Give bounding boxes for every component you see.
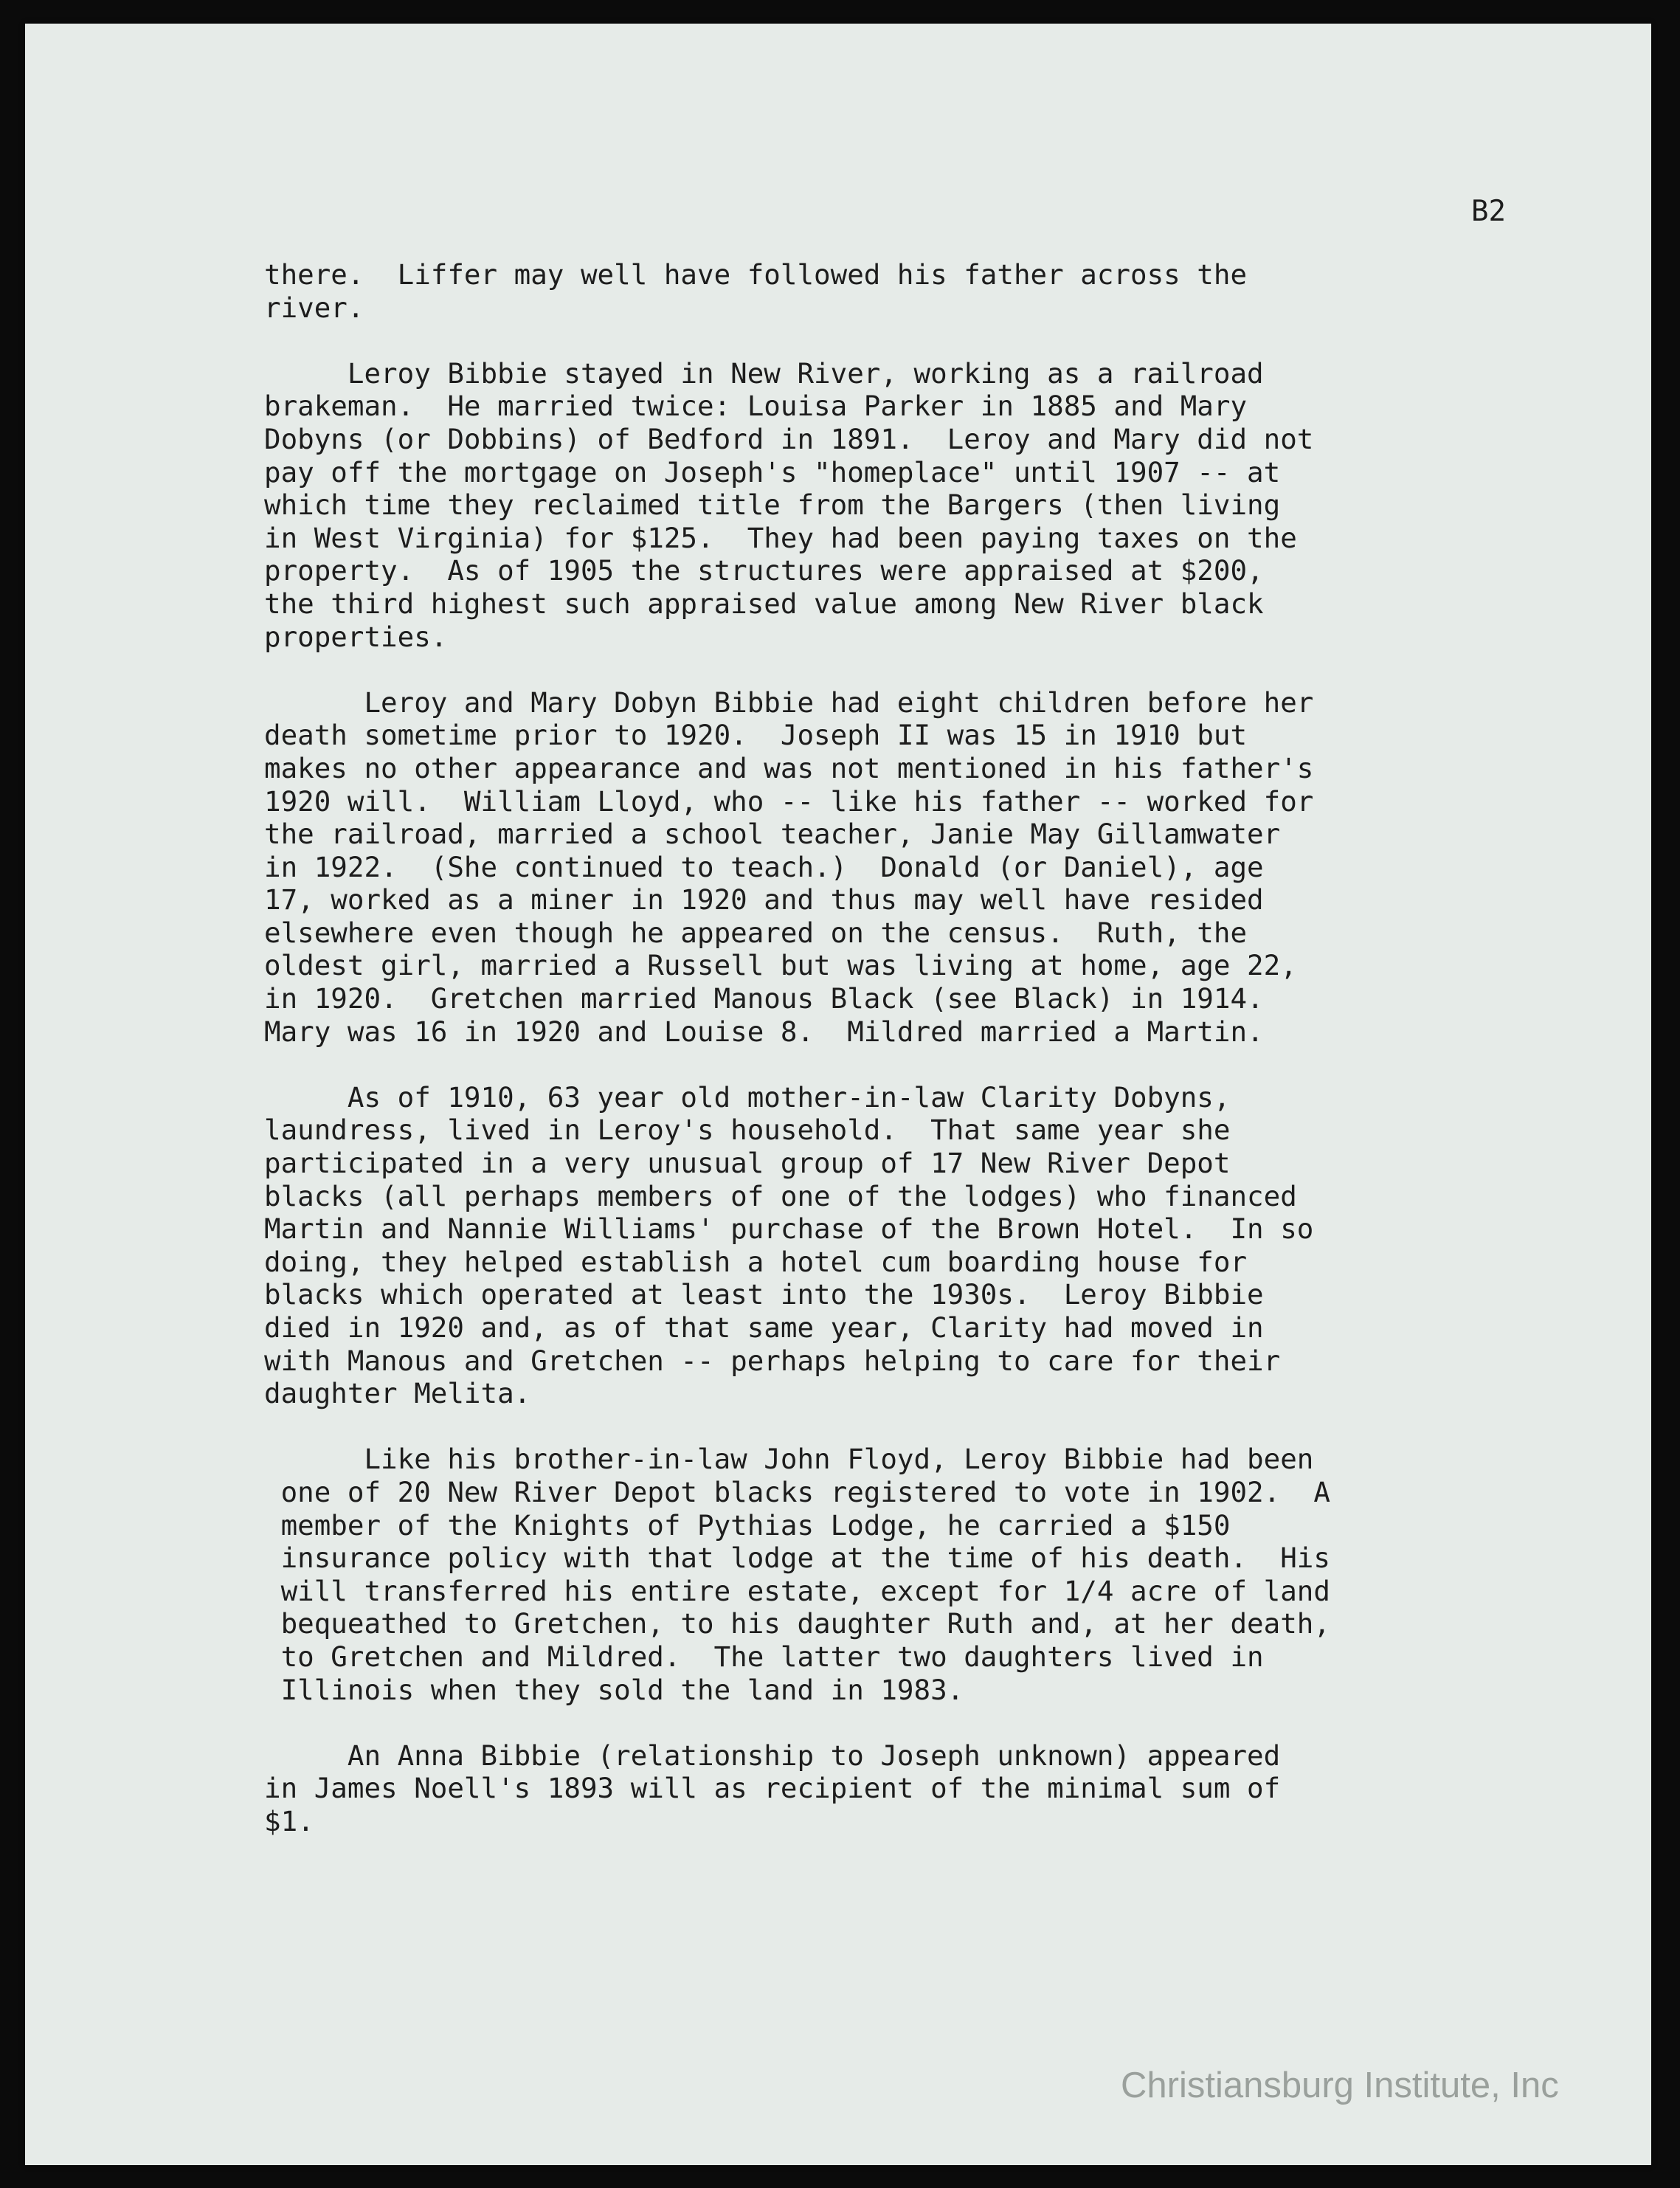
- paragraph-5: Like his brother-in-law John Floyd, Leroy Bibbie had been one of 20 New River Depot blacks registered to vote in 1902. A member of the Knights of Pythias Lodge, he carried a $150 insurance policy with that lodge at the time of his death. His will transferred his entire estate, except for 1/4 acre of land bequeathed to Gretchen, to his daughter Ruth and, at her death, to Gretchen and Mildred. The latter two daughters lived in Illinois when they sold the land in 1983.: [280, 1443, 1330, 1706]
- paragraph-4: As of 1910, 63 year old mother-in-law Clarity Dobyns, laundress, lived in Leroy's household. That same year she participated in a very unusual group of 17 New River Depot blacks (all perhaps members of one of the lodges) who financed Martin and Nannie Williams' purchase of the Brown Hotel. In so doing, they helped establish a hotel cum boarding house for blacks which operated at least into the 1930s. Leroy Bibbie died in 1920 and, as of that same year, Clarity had moved in with Manous and Gretchen -- perhaps helping to care for their daughter Melita.: [264, 1080, 1314, 1410]
- body-text: [264, 258, 1504, 1871]
- document-page: [25, 24, 1651, 2165]
- page-number: B2: [1471, 195, 1506, 228]
- paragraph-3: Leroy and Mary Dobyn Bibbie had eight children before her death sometime prior to 1920. Joseph II was 15 in 1910 but makes no other appearance and was not mentioned in his father's 1920 will. William Lloyd, who -- like his father -- worked for the railroad, married a school teacher, Janie May Gillamwater in 1922. (She continued to teach.) Donald (or Daniel), age 17, worked as a miner in 1920 and thus may well have resided elsewhere even though he appeared on the census. Ruth, the oldest girl, married a Russell but was living at home, age 22, in 1920. Gretchen married Manous Black (see Black) in 1914. Mary was 16 in 1920 and Louise 8. Mildred married a Martin.: [264, 686, 1314, 1048]
- paragraph-2: Leroy Bibbie stayed in New River, working as a railroad brakeman. He married twice: Louisa Parker in 1885 and Mary Dobyns (or Dobbins) of Bedford in 1891. Leroy and Mary did not pay off the mortgage on Joseph's "homeplace" until 1907 -- at which time they reclaimed title from the Bargers (then living in West Virginia) for $125. They had been paying taxes on the property. As of 1905 the structures were appraised at $200, the third highest such appraised value among New River black properties.: [264, 356, 1314, 653]
- paragraph-1: there. Liffer may well have followed his father across the river.: [264, 258, 1248, 324]
- watermark: Christiansburg Institute, Inc: [1121, 2066, 1559, 2105]
- paragraph-6: An Anna Bibbie (relationship to Joseph unknown) appeared in James Noell's 1893 will as recipient of the minimal sum of $1.: [264, 1739, 1281, 1837]
